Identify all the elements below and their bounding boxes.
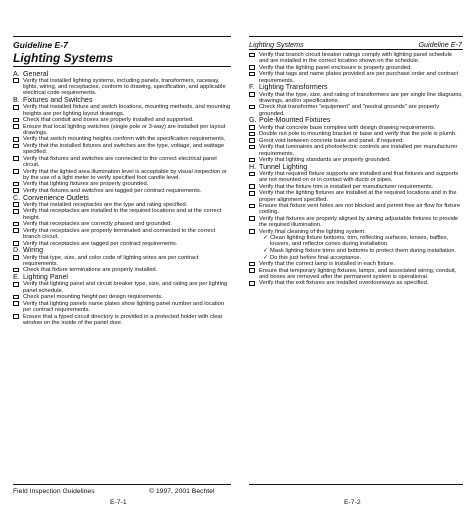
checklist-item [249,131,463,137]
checklist-item-text: Verify that fixtures and switches are connected to the correct electrical panel circuit. [23,155,217,168]
checklist-item [249,216,463,228]
checklist-item [13,294,231,300]
checklist-item [13,255,231,267]
checklist-item-text: Verify that the lighting panel enclosure is properly grounded. [259,64,412,71]
checklist-item-text: Ensure that temporary lighting fixtures, lamps, and associated wiring, conduit, and boxes are removed after the permanent system is operational. [259,267,457,280]
checkbox-icon[interactable] [249,145,255,150]
checklist-item-text: Verify that receptacles are installed in the required locations and at the correct height. [23,208,222,221]
checklist-item [13,221,231,227]
checkbox-icon[interactable] [249,204,255,209]
section-title: Tunnel Lighting [259,162,308,171]
checklist-item-text: Verify that the lighting fixtures are installed at the required locations and in the proper alignment specified. [259,190,457,203]
footer-copyright: © 1997, 2001 Bechtel [149,488,215,495]
checklist-item-text: Verify that the installed fixtures and switches are the type, voltage, and wattage specified. [23,143,225,156]
checklist-item-text: Verify that the type, size, and rating of transformers are per single line diagrams, drawings, and/or specifications. [259,91,463,104]
checkbox-icon[interactable] [13,105,19,110]
checkbox-icon[interactable] [13,282,19,287]
title-underline [13,66,231,67]
checkbox-icon[interactable] [13,78,19,83]
checklist-item-text: Double nut pole to mounting bracket or base and verify that the pole is plumb. [259,131,457,138]
checklist-item [249,138,463,144]
checklist-item [249,268,463,280]
checkbox-icon[interactable] [13,137,19,142]
section-letter: D. [13,246,21,255]
checklist-item [249,104,463,116]
checkbox-icon[interactable] [13,188,19,193]
checkbox-icon[interactable] [249,184,255,189]
right-footer-rule [249,484,463,485]
checkbox-icon[interactable] [249,229,255,234]
checkbox-icon[interactable] [249,132,255,137]
checkbox-icon[interactable] [13,209,19,214]
checkbox-icon[interactable] [13,301,19,306]
checklist-item [13,117,231,123]
checklist-item [249,261,463,267]
checkbox-icon[interactable] [13,255,19,260]
section-letter: H. [249,162,257,171]
checklist-item [249,203,463,215]
running-header-guideline: Guideline E-7 [418,40,462,49]
checklist-item-text: Verify that switch mounting heights conform with the specification requirements. [23,136,226,143]
checklist-item-text: Verify that installed fixture and switch locations, mounting methods, and mounting heights are per lighting layout drawings. [23,104,231,117]
section-title: Wiring [23,246,44,255]
checklist-item [13,301,231,313]
checklist-item-text: Check panel mounting height per design requirements. [23,294,163,301]
checklist-item [13,169,231,181]
checklist-item [249,65,463,71]
sub-item-text: Do this just before final acceptance. [270,254,362,261]
checklist-item-text: Verify that concrete base complies with design drawing requirements. [259,124,436,131]
checklist-item-text: Verify that receptacles are properly terminated and connected to the correct branch circuit. [23,227,216,240]
page-number-right: E-7-2 [344,499,361,506]
checklist-item [13,124,231,136]
checklist-item-text: Verify that lighting panel and circuit breaker type, size, and rating are per lighting panel schedule. [23,281,228,294]
section-heading [249,164,463,171]
checklist-item-text: Check that transformer "equipment" and "neutral grounds" are properly grounded. [259,104,440,117]
checklist-item-text: Verify that installed lighting systems, including panels, transformers, raceway, lights, wiring, and receptacles, conform to drawing, specification, and applicable electrical code requirements. [23,77,226,97]
checklist-item [13,314,231,326]
checklist-item [249,171,463,183]
section-heading [13,274,231,281]
checkbox-icon[interactable] [249,125,255,130]
checkbox-icon[interactable] [249,262,255,267]
page-title: Lighting Systems [13,51,114,65]
section-heading [249,117,463,124]
checklist-item [13,281,231,293]
section-heading [13,97,231,104]
checkbox-icon[interactable] [249,268,255,273]
guideline-label: Guideline E-7 [13,40,68,50]
checklist-item [249,92,463,104]
checklist-item [13,181,231,187]
checklist-item-text: Verify that fixtures and switches are tagged per contract requirements. [23,187,202,194]
page-number-left: E-7-1 [110,499,127,506]
checklist-item [249,280,463,286]
checkbox-icon[interactable] [249,138,255,143]
checklist-item-text: Verify that required fixture supports are installed and that fixtures and supports are not mounted on or in contact with ducts or pipes. [259,171,459,184]
checkbox-icon[interactable] [249,281,255,286]
checkmark-icon: ✓ [263,235,269,242]
section-title: General [23,69,49,78]
checklist-item-text: Verify that receptacles are tagged per contract requirements. [23,240,178,247]
checklist-item-text: Check that fixture terminations are properly installed. [23,267,158,274]
checklist-item-text: Ensure that local lighting switches (single pole or 3-way) are installed per layout drawings. [23,123,226,136]
checkbox-icon[interactable] [249,92,255,97]
checklist-item [249,144,463,156]
checkbox-icon[interactable] [13,156,19,161]
checkbox-icon[interactable] [249,172,255,177]
section-heading [13,195,231,202]
checklist-item-text: Verify that the lighted area illumination level is acceptable by visual inspection or by the use of a light meter to verify specified foot candle level. [23,168,227,181]
checklist-item [249,52,463,64]
checkbox-icon[interactable] [13,169,19,174]
section-letter: E. [13,273,20,282]
checklist-item-text: Verify that lighting fixtures are properly grounded. [23,181,149,188]
checkbox-icon[interactable] [13,241,19,246]
right-page-body [249,52,463,287]
section-title: Lighting Panel [23,273,68,282]
checkbox-icon[interactable] [13,222,19,227]
left-page-body [13,70,231,326]
checklist-item [249,125,463,131]
checkbox-icon[interactable] [249,72,255,77]
checkbox-icon[interactable] [13,268,19,273]
checklist-item-text: Verify that receptacles are correctly phased and grounded. [23,221,172,228]
sub-item-text: Clean lighting fixture bottoms, trim, reflecting surfaces, lenses, baffles, louvers, and reflector cones during installation. [270,235,449,248]
checklist-item-text: Verify that tags and name plates provided are per purchase order and contract requirements. [259,71,459,84]
checklist-item-text: Verify that the fixture trim is installed per manufacturer requirements. [259,183,434,190]
section-letter: A. [13,69,20,78]
checklist-item [13,228,231,240]
section-letter: C. [13,193,21,202]
left-footer-rule [13,484,231,485]
checklist-item [13,136,231,142]
checkbox-icon[interactable] [13,202,19,207]
checkbox-icon[interactable] [249,53,255,58]
right-top-rule [249,36,463,37]
section-heading [13,71,231,78]
checklist-item-text: Check that conduit and boxes are properly installed and supported. [23,117,194,124]
checklist-item-text: Verify that lighting standards are properly grounded. [259,157,392,164]
sub-checklist-item [249,235,463,247]
section-heading [13,247,231,254]
checkbox-icon[interactable] [13,118,19,123]
checklist-item [13,143,231,155]
checklist-item-text: Ensure that a typed circuit directory is provided in a protected holder with clear window on the inside of the panel door. [23,313,223,326]
section-title: Convenience Outlets [23,193,89,202]
checklist-item [13,78,231,97]
checkbox-icon[interactable] [249,216,255,221]
checklist-item [13,208,231,220]
right-header-rule [249,49,463,50]
section-letter: G. [249,116,257,125]
checklist-item-text: Verify that the correct lamp is installed in each fixture. [259,261,395,268]
sub-checklist-item [249,255,463,261]
checkbox-icon[interactable] [249,158,255,163]
checklist-item [13,241,231,247]
checkbox-icon[interactable] [13,124,19,129]
footer-left-text: Field Inspection Guidelines [13,488,95,495]
checkbox-icon[interactable] [249,65,255,70]
checklist-item-text: Ensure that fixture vent holes are not blocked and permit free air flow for fixture cooling. [259,203,461,216]
section-letter: B. [13,96,20,105]
checkbox-icon[interactable] [13,314,19,319]
checkbox-icon[interactable] [249,191,255,196]
checklist-item [249,184,463,190]
section-letter: F. [249,83,255,92]
checkbox-icon[interactable] [13,228,19,233]
checklist-item-text: Verify final cleaning of the lighting system: [259,228,366,235]
section-title: Pole-Mounted Fixtures [259,116,331,125]
checklist-item-text: Verify that branch circuit breaker ratings comply with lighting panel schedule and are installed in the correct location shown on the schedule. [259,52,453,65]
checklist-item-text: Verify that fixtures are properly aligned by aiming adjustable fixtures to provide the required illumination. [259,215,459,229]
sub-checklist-item [249,248,463,254]
section-title: Fixtures and Switches [23,96,93,105]
checklist-item-text: Verify that luminaires and photoelectric controls are installed per manufacturer requirements. [259,144,458,157]
checklist-item [13,202,231,208]
running-header-title: Lighting Systems [249,40,304,49]
checkmark-icon: ✓ [263,248,269,255]
checkbox-icon[interactable] [13,144,19,149]
checklist-item-text: Verify that lighting panels name plates show lighting panel number and location per contract requirements. [23,300,225,313]
checklist-item-text: Verify that the exit fixtures are installed overdoorways as specified. [259,280,429,287]
checklist-item-text: Verify that type, size, and color code of lighting wires are per contract requirements. [23,254,199,267]
checklist-item [249,71,463,83]
checklist-item [249,229,463,235]
section-title: Lighting Transformers [259,83,328,92]
checklist-item [13,104,231,116]
checkbox-icon[interactable] [249,105,255,110]
left-top-rule [13,36,231,37]
sub-item-text: Mask lighting fixture trims and bottoms to protect them during installation. [270,248,457,255]
section-heading [249,84,463,91]
checkmark-icon: ✓ [263,254,269,261]
checklist-item-text: Verify that installed receptacles are the type and rating specified. [23,201,188,208]
checklist-item [13,156,231,168]
checklist-item-text: Grout void between concrete base and panel, if required. [259,137,404,144]
checklist-item [249,190,463,202]
checkbox-icon[interactable] [13,295,19,300]
checkbox-icon[interactable] [13,182,19,187]
